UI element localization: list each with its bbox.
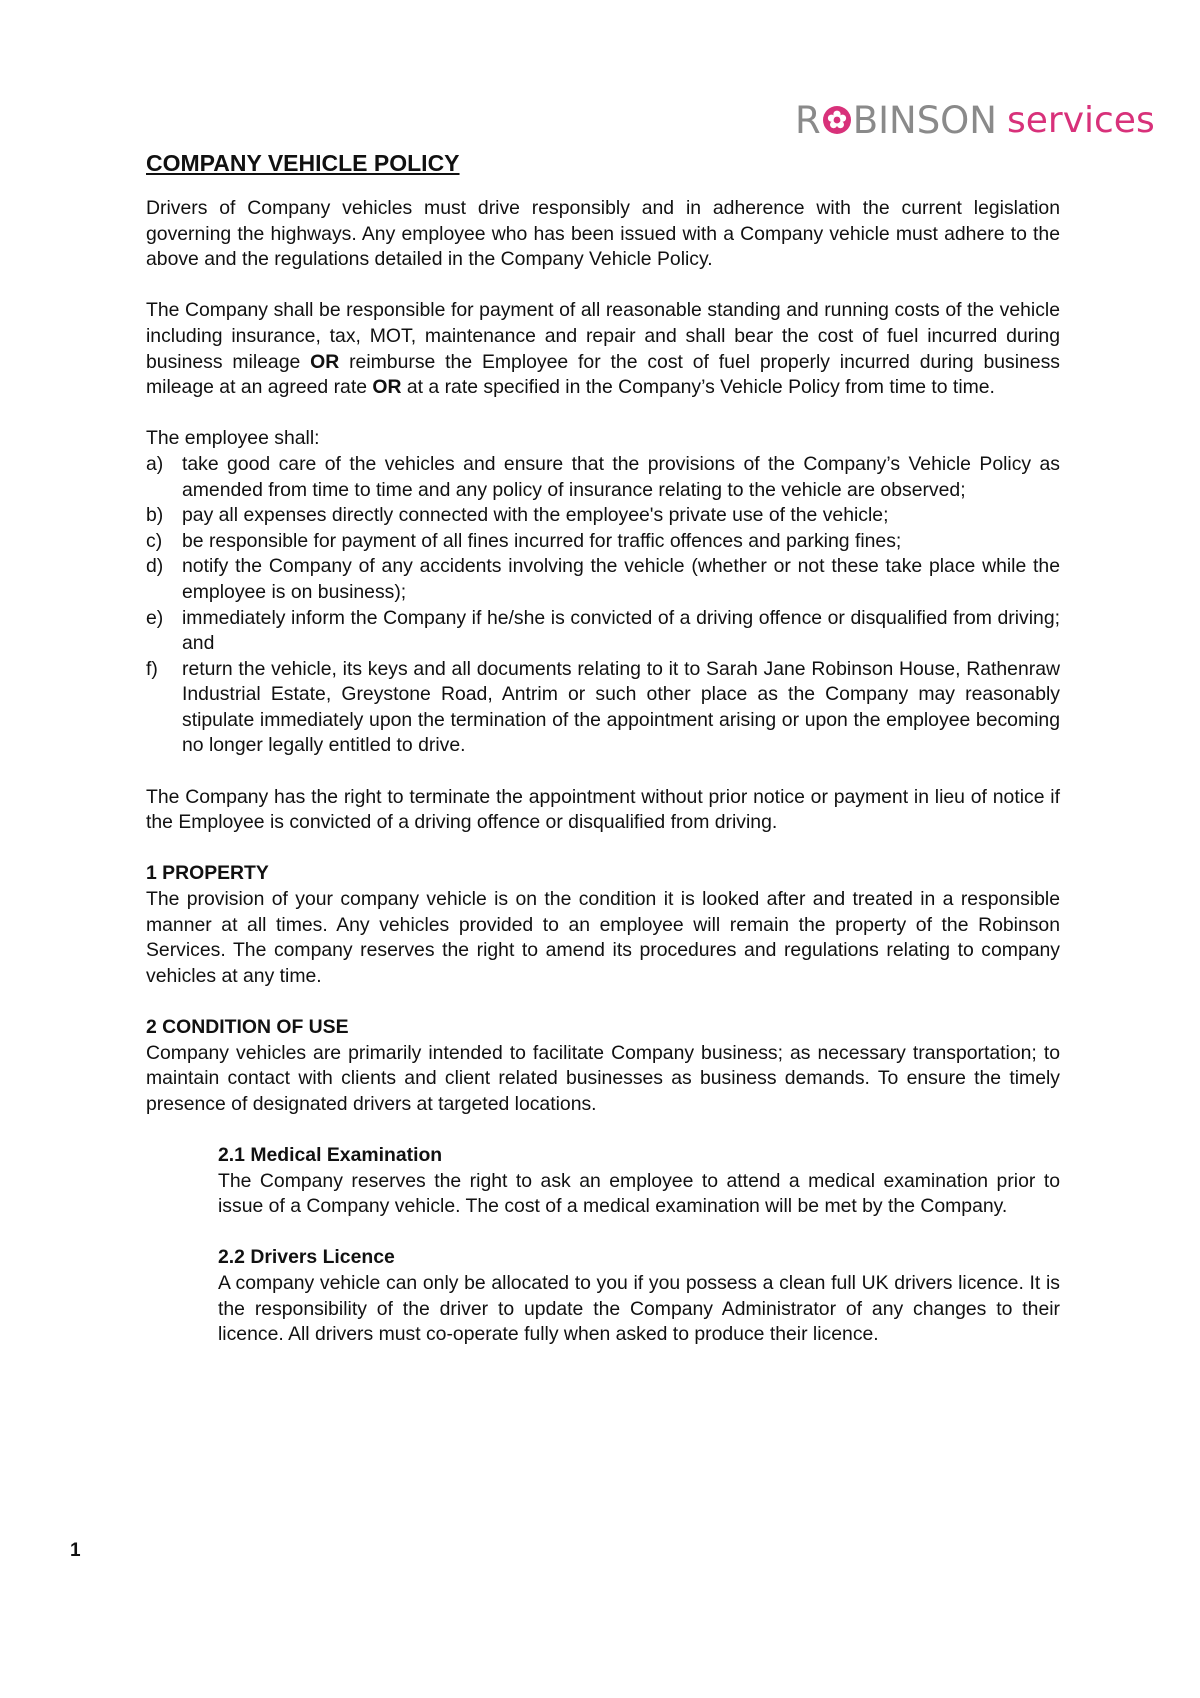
list-item: [146, 554, 1060, 605]
intro-paragraph: Drivers of Company vehicles must drive responsibly and in adherence with the current legislation governing the highways. Any employee who has been issued with a Company vehicle must adhere to the above and the regulations detailed in the Company Vehicle Policy.: [146, 197, 1060, 271]
employee-obligations-list: [146, 452, 1060, 759]
costs-or-emphasis-2: OR: [372, 376, 402, 399]
list-item: [146, 657, 1060, 759]
list-marker: b): [146, 504, 164, 527]
costs-paragraph: [146, 298, 1060, 400]
logo-flower-icon: [822, 105, 852, 135]
list-marker: c): [146, 529, 163, 552]
costs-text-part1: The Company shall be responsible for payment of all reasonable standing and running costs of the vehicle including insurance, tax, MOT, maintenance and repair and shall bear the cost of fuel incurred during business mileage: [146, 299, 1060, 373]
list-item: [146, 606, 1060, 657]
costs-text-part3: at a rate specified in the Company’s Vehicle Policy from time to time.: [401, 376, 995, 399]
list-item-text: immediately inform the Company if he/she is convicted of a driving offence or disqualified from driving; and: [182, 606, 1060, 655]
list-item: [146, 503, 1060, 529]
section-1-heading: 1 PROPERTY: [146, 862, 269, 885]
section-2-heading: 2 CONDITION OF USE: [146, 1016, 349, 1038]
robinson-services-logo: [795, 96, 1155, 144]
document-body: [146, 148, 1060, 1373]
costs-or-emphasis-1: OR: [310, 350, 340, 373]
page-number: 1: [70, 1540, 81, 1561]
list-marker: a): [146, 452, 164, 475]
list-marker: f): [146, 657, 158, 680]
list-item: [146, 452, 1060, 503]
list-item-text: take good care of the vehicles and ensure that the provisions of the Company’s Vehicle Policy as amended from time to time and any policy of insurance relating to the vehicle are observed;: [182, 452, 1060, 501]
section-1-text: The provision of your company vehicle is on the condition it is looked after and treated in a responsible manner at all times. Any vehicles provided to an employee will remain the property of the Robinson Services. The company reserves the right to amend its procedures and regulations relating to company vehicles at any time.: [146, 888, 1060, 987]
section-2-1: [218, 1143, 1060, 1220]
section-2-2-text: A company vehicle can only be allocated to you if you possess a clean full UK drivers licence. It is the responsibility of the driver to update the Company Administrator of any changes to their licence. All drivers must co-operate fully when asked to produce their licence.: [218, 1271, 1060, 1346]
logo-word-services: services: [1006, 99, 1155, 141]
employee-list-intro: The employee shall:: [146, 427, 320, 450]
list-item: [146, 529, 1060, 555]
document-title: COMPANY VEHICLE POLICY: [146, 150, 460, 176]
logo-letter-r: R: [795, 98, 821, 142]
list-marker: e): [146, 606, 164, 629]
section-2-1-heading: 2.1 Medical Examination: [218, 1143, 443, 1166]
section-2-1-text: The Company reserves the right to ask an employee to attend a medical examination prior to issue of a Company vehicle. The cost of a medical examination will be met by the Company.: [218, 1169, 1060, 1218]
list-marker: d): [146, 555, 164, 578]
section-2-2-heading: 2.2 Drivers Licence: [218, 1246, 395, 1269]
list-item-text: be responsible for payment of all fines incurred for traffic offences and parking fines;: [182, 529, 902, 552]
section-2-2: [218, 1245, 1060, 1347]
list-item-text: return the vehicle, its keys and all documents relating to it to Sarah Jane Robinson House, Rathenraw Industrial Estate, Greystone Road, Antrim or such other place as the Company may reasonably stipulate immediately upon the termination of the appointment arising or upon the employee becoming no longer legally entitled to drive.: [182, 657, 1060, 757]
list-item-text: notify the Company of any accidents involving the vehicle (whether or not these take place while the employee is on business);: [182, 555, 1060, 603]
logo-letters-binson: BINSON: [852, 98, 997, 142]
section-2-text: Company vehicles are primarily intended to facilitate Company business; as necessary transportation; to maintain contact with clients and client related businesses as business demands. To ensure the timely presence of designated drivers at targeted locations.: [146, 1041, 1060, 1115]
costs-text-part2: reimburse the Employee for the cost of fuel properly incurred during business mileage at an agreed rate: [146, 350, 1060, 399]
termination-paragraph: The Company has the right to terminate the appointment without prior notice or payment in lieu of notice if the Employee is convicted of a driving offence or disqualified from driving.: [146, 785, 1060, 834]
list-item-text: pay all expenses directly connected with the employee's private use of the vehicle;: [182, 504, 889, 527]
